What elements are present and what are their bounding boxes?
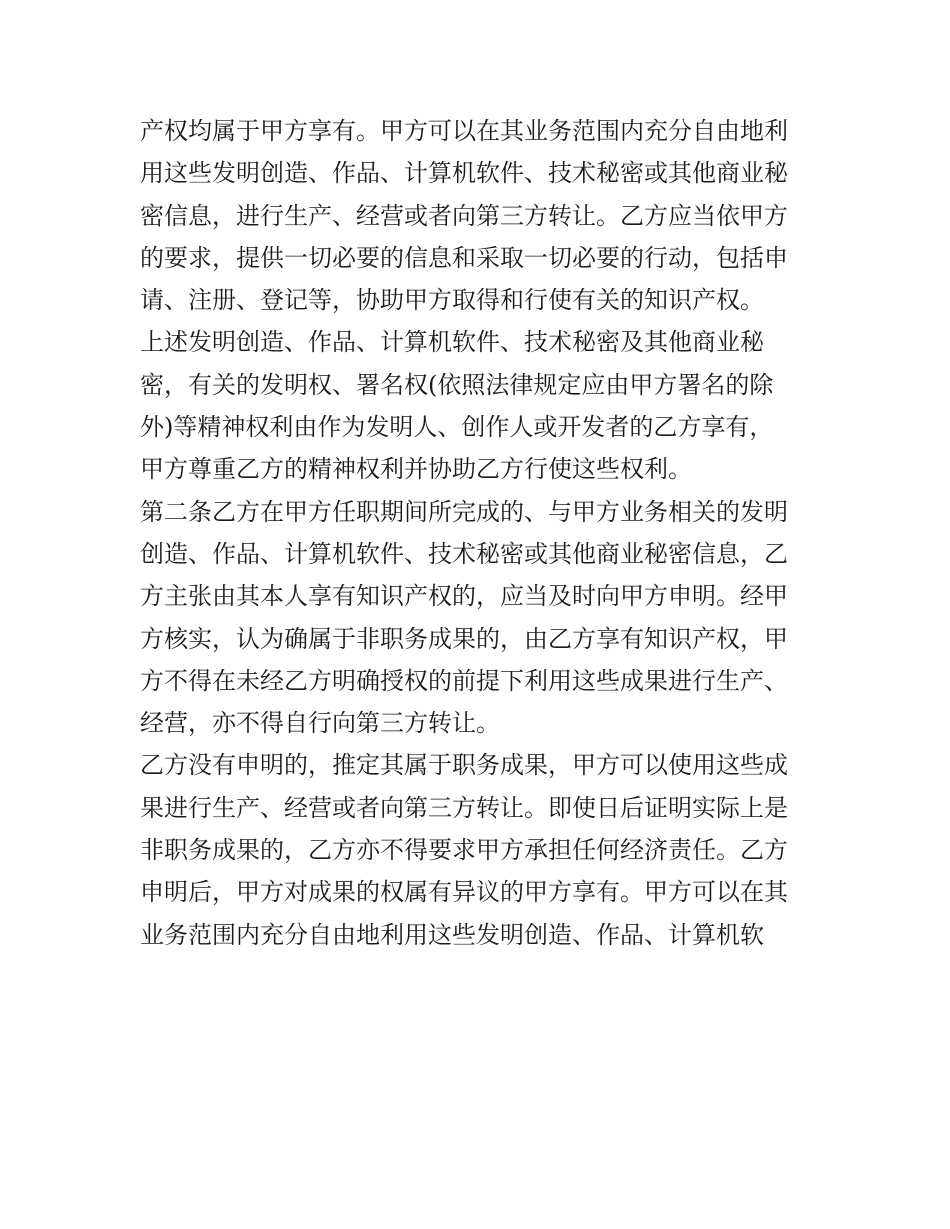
text-line: 产权均属于甲方享有。甲方可以在其业务范围内充分自由地利 — [140, 117, 788, 145]
text-line: 乙方没有申明的，推定其属于职务成果，甲方可以使用这些成 — [140, 751, 788, 780]
text-line: 经营，亦不得自行向第三方转让。 — [140, 709, 500, 738]
text-line: 外)等精神权利由作为发明人、创作人或开发者的乙方享有， — [140, 413, 774, 442]
text-line: 非职务成果的，乙方亦不得要求甲方承担任何经济责任。乙方 — [140, 836, 788, 865]
text-line: 果进行生产、经营或者向第三方转让。即使日后证明实际上是 — [140, 793, 788, 822]
text-line: 请、注册、登记等，协助甲方取得和行使有关的知识产权。 — [140, 286, 764, 315]
text-line: 业务范围内充分自由地利用这些发明创造、作品、计算机软 — [140, 920, 764, 949]
text-line: 方核实，认为确属于非职务成果的，由乙方享有知识产权，甲 — [140, 624, 788, 653]
text-line: 上述发明创造、作品、计算机软件、技术秘密及其他商业秘 — [140, 328, 764, 357]
text-line: 第二条乙方在甲方任职期间所完成的、与甲方业务相关的发明 — [140, 497, 788, 526]
text-line: 的要求，提供一切必要的信息和采取一切必要的行动，包括申 — [140, 243, 788, 272]
document-body — [140, 110, 830, 956]
text-line: 创造、作品、计算机软件、技术秘密或其他商业秘密信息，乙 — [140, 539, 788, 568]
text-line: 密信息，进行生产、经营或者向第三方转让。乙方应当依甲方 — [140, 201, 788, 230]
text-line: 用这些发明创造、作品、计算机软件、技术秘密或其他商业秘 — [140, 159, 788, 188]
text-line: 方主张由其本人享有知识产权的，应当及时向甲方申明。经甲 — [140, 582, 788, 611]
text-line: 密，有关的发明权、署名权(依照法律规定应由甲方署名的除 — [140, 370, 774, 399]
text-line: 甲方尊重乙方的精神权利并协助乙方行使这些权利。 — [140, 455, 692, 484]
text-line: 申明后，甲方对成果的权属有异议的甲方享有。甲方可以在其 — [140, 878, 788, 907]
text-line: 方不得在未经乙方明确授权的前提下利用这些成果进行生产、 — [140, 666, 788, 695]
